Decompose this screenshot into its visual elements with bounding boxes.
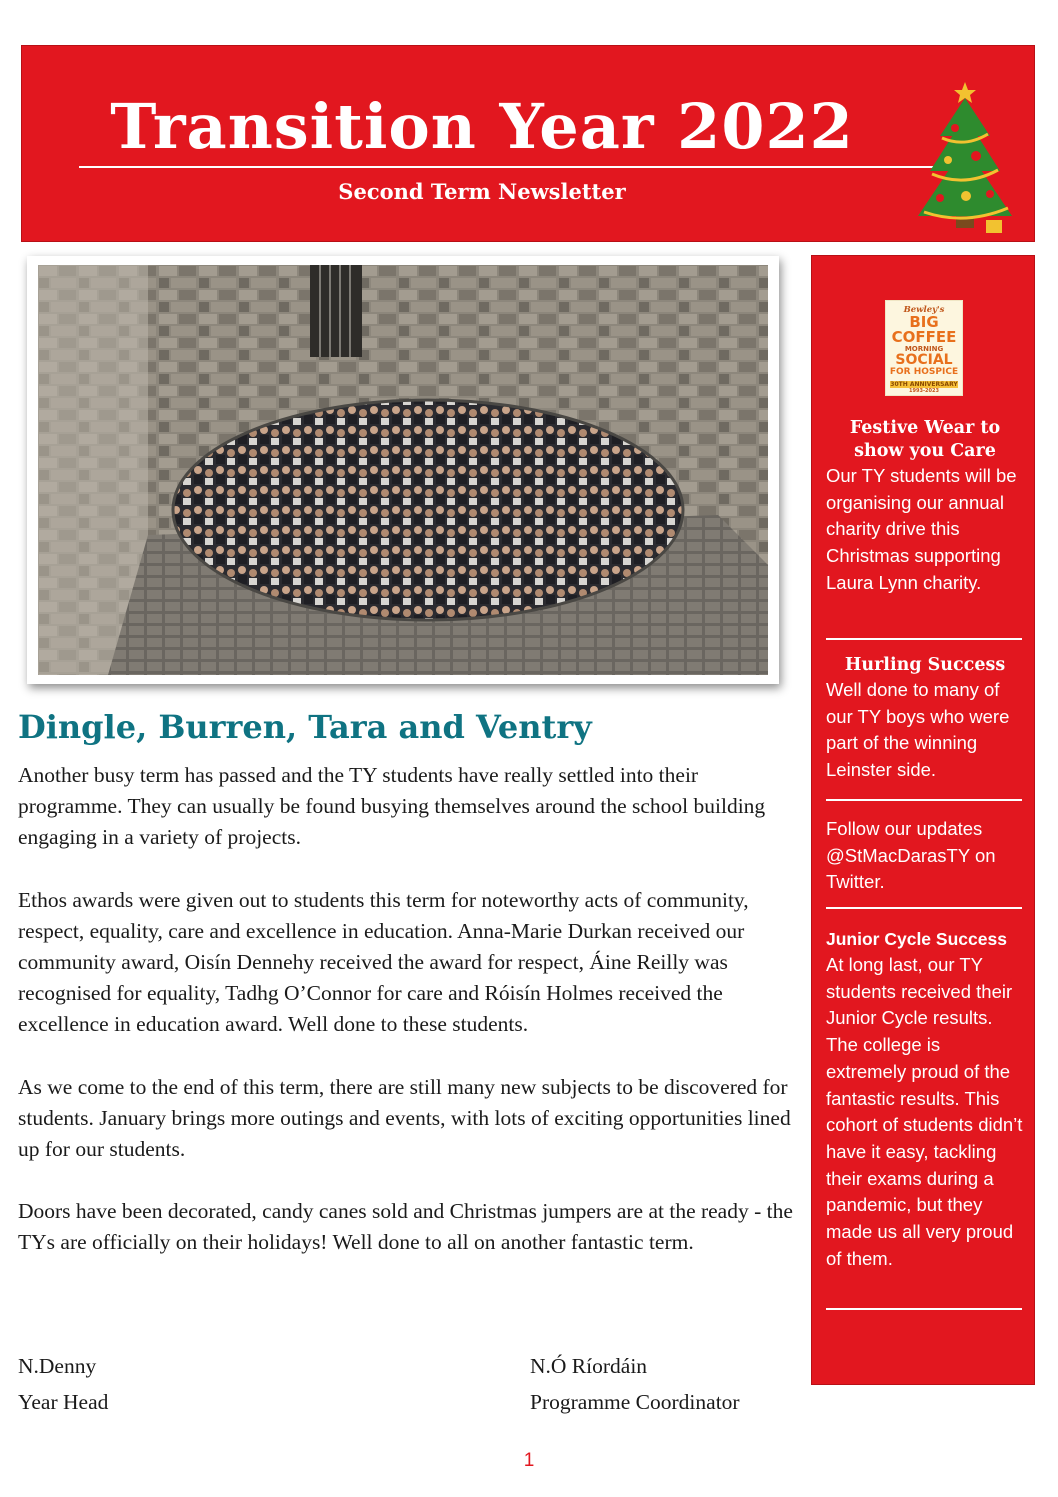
article-paragraph: Another busy term has passed and the TY students have really settled into their programme. They can usually be found busying themselves around the school building engaging in a variety of projects. — [18, 763, 766, 850]
sidebar-text: At long last, our TY students received their Junior Cycle results. The college is extremely proud of the fantastic results. This cohort of students didn’t have it easy, tackling their exams during a pandemic, but they made us all very proud of them. — [826, 954, 1023, 1269]
article-paragraph: As we come to the end of this term, there are still many new subjects to be discovered for students. January brings more outings and events, with lots of exciting opportunities lined up for our students. — [18, 1074, 791, 1162]
sidebar-heading: Junior Cycle Success — [826, 929, 1007, 949]
page-number: 1 — [523, 1450, 535, 1471]
sidebar-heading: Festive Wear to show you Care — [849, 418, 1001, 461]
sidebar-text: Our TY students will be organising our annual charity drive this Christmas supporting Laura Lynn charity. — [826, 465, 1017, 593]
sidebar-hurling-section — [826, 654, 1024, 784]
article-headline: Dingle, Burren, Tara and Ventry — [18, 708, 592, 746]
big-coffee-morning-logo: Bewley's BIG COFFEE MORNING SOCIAL FOR HOSPICE 30TH ANNIVERSARY 1993-2023 — [885, 300, 963, 396]
article-paragraph: Ethos awards were given out to students this term for noteworthy acts of community, respect, equality, care and excellence in education. Anna-Marie Durkan received our community award, Oisín Dennehy received the award for respect, Áine Reilly was recognised for equality, Tadhg O’Connor for care and Róisín Holmes received the excellence in education award. Well done to these students. — [18, 887, 749, 1037]
newsletter-header — [21, 45, 1035, 242]
newsletter-title: Transition Year 2022 — [110, 90, 854, 163]
signature-year-head — [18, 1348, 108, 1420]
sidebar-follow-section — [826, 816, 1024, 896]
sidebar-divider — [826, 799, 1022, 801]
sidebar-junior-cycle-section — [826, 926, 1024, 1272]
group-photo — [38, 265, 768, 675]
article-paragraph: Doors have been decorated, candy canes sold and Christmas jumpers are at the ready - the TYs are officially on their holidays! Well done to all on another fantastic term. — [18, 1199, 793, 1255]
sidebar-divider — [826, 907, 1022, 909]
sidebar-heading: Hurling Success — [844, 655, 1006, 675]
christmas-tree-icon — [910, 76, 1020, 236]
newsletter-subtitle: Second Term Newsletter — [338, 179, 626, 204]
signature-role: Programme Coordinator — [530, 1390, 740, 1414]
signature-role: Year Head — [18, 1390, 109, 1414]
sidebar-divider — [826, 1308, 1022, 1310]
signature-name: N.Denny — [18, 1354, 97, 1378]
sidebar-divider — [826, 638, 1022, 640]
group-photo-frame — [27, 256, 779, 684]
signature-coordinator — [530, 1348, 740, 1420]
sidebar-text: Well done to many of our TY boys who were part of the winning Leinster side. — [826, 679, 1010, 781]
sidebar-text: Follow our updates @StMacDarasTY on Twitter. — [826, 818, 996, 893]
sidebar-festive-section — [826, 417, 1024, 597]
sidebar — [811, 255, 1035, 1385]
header-divider — [79, 166, 944, 168]
article-body — [18, 760, 798, 1290]
signature-name: N.Ó Ríordáin — [530, 1354, 648, 1378]
